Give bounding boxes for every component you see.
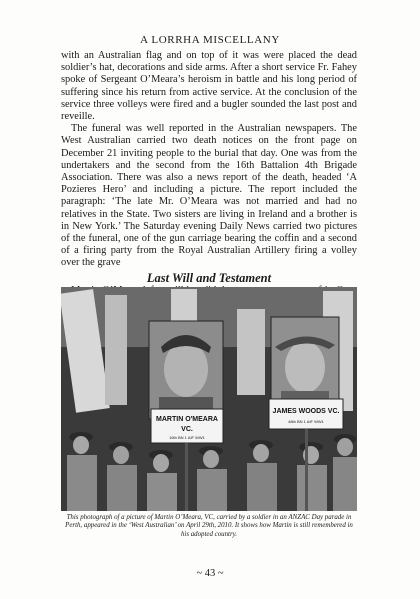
parade-photo-illustration xyxy=(61,287,357,511)
sign-left-line2: VC. xyxy=(181,426,193,433)
parade-photograph xyxy=(61,287,357,511)
sign-pole-right xyxy=(305,429,308,511)
sign-left-line3: 16th BN 1 AIF WW1 xyxy=(169,435,205,440)
banner-mid-right xyxy=(237,309,265,395)
paragraph-1: with an Australian flag and on top of it was were placed the dead soldier’s hat, decorations and side arms. After a short service Fr. Fahey spoke of Sergeant O’Meara’s heroism in battle and his long period of suffering since his return from active service. At the conclusion of the service three volleys were fired and a bugler sounded the last post and reveille. xyxy=(61,50,357,123)
banner-left-2 xyxy=(105,295,127,405)
portrait-face-left xyxy=(164,341,208,397)
section-heading: Last Will and Testament xyxy=(146,270,272,285)
body-text xyxy=(61,50,357,309)
photo-caption: This photograph of a picture of Martin O’Meara, VC, carried by a soldier in an ANZAC Day parade in Perth, appeared in the ‘West Australian’ on April 29th, 2010. It shows how Martin is still remembered in his adopted country. xyxy=(65,514,353,538)
portrait-face-right xyxy=(285,341,325,393)
running-title: A LORRHA MISCELLANY xyxy=(140,34,280,46)
sign-right-line2: 48th BN 1 AIF WW1 xyxy=(288,419,324,424)
sign-pole-left xyxy=(185,443,188,511)
page-number: ~ 43 ~ xyxy=(196,568,224,579)
paragraph-2: The funeral was well reported in the Australian newspapers. The West Australian carried two death notices on the front page on December 21 inviting people to the burial that day. One was from the undertakers and the second from the 16th Battalion 4th Brigade Association. There was also a news report of the death, headed ‘A Pozieres Hero’ and including a picture. The report included the paragraph: ‘The late Mr. O’Meara was not married and had no relatives in the State. Two sisters are living in Ireland and a brother is in New York.’ The Saturday evening Daily News carried two pictures of the funeral, one of the gun carriage bearing the coffin and a second of a firing party from the Royal Australian Artillery firing a volley over the grave xyxy=(61,123,357,269)
sign-left-line1: MARTIN O'MEARA xyxy=(156,416,218,423)
sign-right-line1: JAMES WOODS VC. xyxy=(272,408,340,415)
